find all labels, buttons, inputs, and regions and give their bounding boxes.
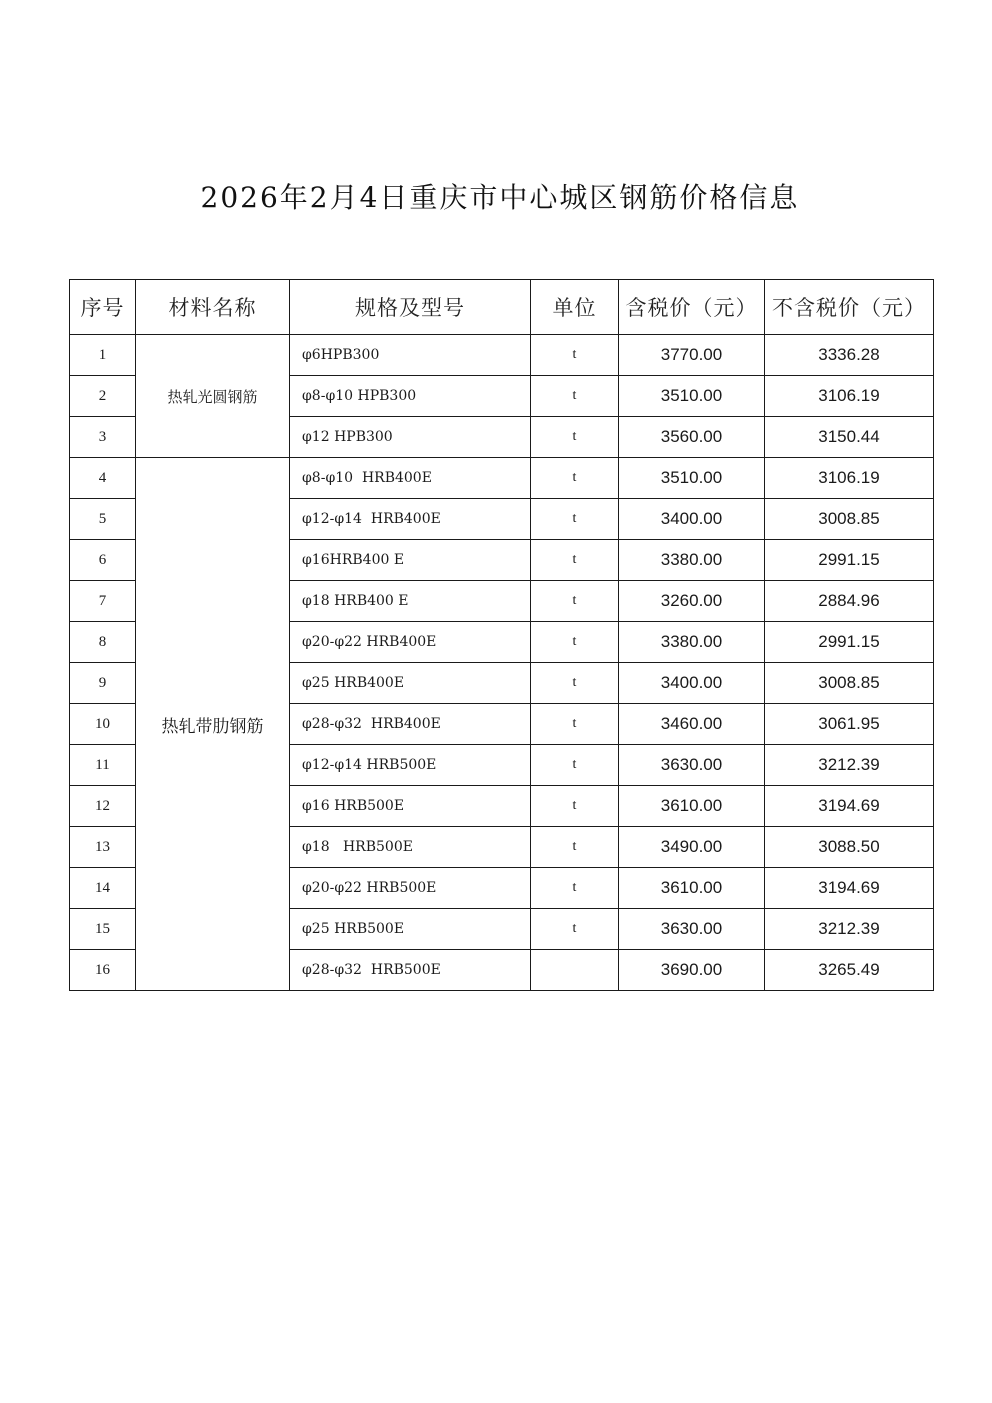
row-seq: 5 — [70, 499, 136, 540]
row-price-with-tax: 3630.00 — [619, 745, 765, 786]
row-unit: t — [531, 499, 619, 540]
row-price-with-tax: 3380.00 — [619, 622, 765, 663]
row-seq: 12 — [70, 786, 136, 827]
row-unit: t — [531, 745, 619, 786]
row-spec: φ28-φ32 HRB400E — [290, 704, 531, 745]
header-unit: 单位 — [531, 280, 619, 335]
row-seq: 14 — [70, 868, 136, 909]
row-price-without-tax: 3194.69 — [765, 868, 934, 909]
header-material: 材料名称 — [136, 280, 290, 335]
row-spec: φ12 HPB300 — [290, 417, 531, 458]
row-spec: φ18 HRB400 E — [290, 581, 531, 622]
row-spec: φ20-φ22 HRB500E — [290, 868, 531, 909]
material-name-ribbed: 热轧带肋钢筋 — [136, 458, 290, 991]
row-price-with-tax: 3630.00 — [619, 909, 765, 950]
row-spec: φ28-φ32 HRB500E — [290, 950, 531, 991]
row-price-with-tax: 3400.00 — [619, 499, 765, 540]
row-price-without-tax: 3088.50 — [765, 827, 934, 868]
row-unit: t — [531, 540, 619, 581]
row-price-without-tax: 3336.28 — [765, 335, 934, 376]
header-spec: 规格及型号 — [290, 280, 531, 335]
row-seq: 1 — [70, 335, 136, 376]
row-price-without-tax: 3061.95 — [765, 704, 934, 745]
row-price-with-tax: 3510.00 — [619, 376, 765, 417]
row-seq: 9 — [70, 663, 136, 704]
row-unit: t — [531, 786, 619, 827]
row-spec: φ8-φ10 HPB300 — [290, 376, 531, 417]
row-price-with-tax: 3770.00 — [619, 335, 765, 376]
page-title: 2026年2月4日重庆市中心城区钢筋价格信息 — [200, 181, 800, 214]
row-spec: φ12-φ14 HRB400E — [290, 499, 531, 540]
row-unit: t — [531, 704, 619, 745]
table-row — [70, 335, 934, 376]
row-unit: t — [531, 376, 619, 417]
row-unit: t — [531, 417, 619, 458]
row-seq: 16 — [70, 950, 136, 991]
row-price-without-tax: 2991.15 — [765, 540, 934, 581]
row-spec: φ16HRB400 E — [290, 540, 531, 581]
row-price-without-tax: 3212.39 — [765, 745, 934, 786]
row-unit: t — [531, 581, 619, 622]
header-price-without-tax: 不含税价（元） — [765, 280, 934, 335]
row-price-without-tax: 3212.39 — [765, 909, 934, 950]
row-price-with-tax: 3260.00 — [619, 581, 765, 622]
price-table — [69, 279, 934, 991]
row-seq: 13 — [70, 827, 136, 868]
row-seq: 11 — [70, 745, 136, 786]
row-spec: φ12-φ14 HRB500E — [290, 745, 531, 786]
row-price-with-tax: 3690.00 — [619, 950, 765, 991]
row-price-without-tax: 3194.69 — [765, 786, 934, 827]
row-seq: 4 — [70, 458, 136, 499]
row-price-with-tax: 3610.00 — [619, 868, 765, 909]
row-spec: φ18 HRB500E — [290, 827, 531, 868]
row-price-with-tax: 3460.00 — [619, 704, 765, 745]
row-price-with-tax: 3400.00 — [619, 663, 765, 704]
row-unit — [531, 950, 619, 991]
row-price-without-tax: 3106.19 — [765, 376, 934, 417]
table-row — [70, 458, 934, 499]
header-price-with-tax: 含税价（元） — [619, 280, 765, 335]
row-unit: t — [531, 827, 619, 868]
row-unit: t — [531, 868, 619, 909]
row-spec: φ25 HRB400E — [290, 663, 531, 704]
row-price-without-tax: 2884.96 — [765, 581, 934, 622]
material-name-round: 热轧光圆钢筋 — [136, 335, 290, 458]
row-price-with-tax: 3610.00 — [619, 786, 765, 827]
header-seq: 序号 — [70, 280, 136, 335]
row-seq: 6 — [70, 540, 136, 581]
row-unit: t — [531, 622, 619, 663]
row-unit: t — [531, 663, 619, 704]
row-price-without-tax: 3008.85 — [765, 663, 934, 704]
row-price-with-tax: 3380.00 — [619, 540, 765, 581]
row-unit: t — [531, 909, 619, 950]
row-seq: 3 — [70, 417, 136, 458]
row-unit: t — [531, 335, 619, 376]
row-spec: φ25 HRB500E — [290, 909, 531, 950]
row-spec: φ20-φ22 HRB400E — [290, 622, 531, 663]
row-seq: 10 — [70, 704, 136, 745]
row-price-with-tax: 3560.00 — [619, 417, 765, 458]
row-price-without-tax: 3265.49 — [765, 950, 934, 991]
row-price-without-tax: 3008.85 — [765, 499, 934, 540]
row-unit: t — [531, 458, 619, 499]
row-spec: φ6HPB300 — [290, 335, 531, 376]
row-spec: φ16 HRB500E — [290, 786, 531, 827]
row-spec: φ8-φ10 HRB400E — [290, 458, 531, 499]
row-price-without-tax: 3150.44 — [765, 417, 934, 458]
row-price-with-tax: 3490.00 — [619, 827, 765, 868]
row-price-with-tax: 3510.00 — [619, 458, 765, 499]
row-price-without-tax: 2991.15 — [765, 622, 934, 663]
row-seq: 2 — [70, 376, 136, 417]
table-header-row — [70, 280, 934, 335]
row-seq: 15 — [70, 909, 136, 950]
row-seq: 8 — [70, 622, 136, 663]
row-seq: 7 — [70, 581, 136, 622]
row-price-without-tax: 3106.19 — [765, 458, 934, 499]
